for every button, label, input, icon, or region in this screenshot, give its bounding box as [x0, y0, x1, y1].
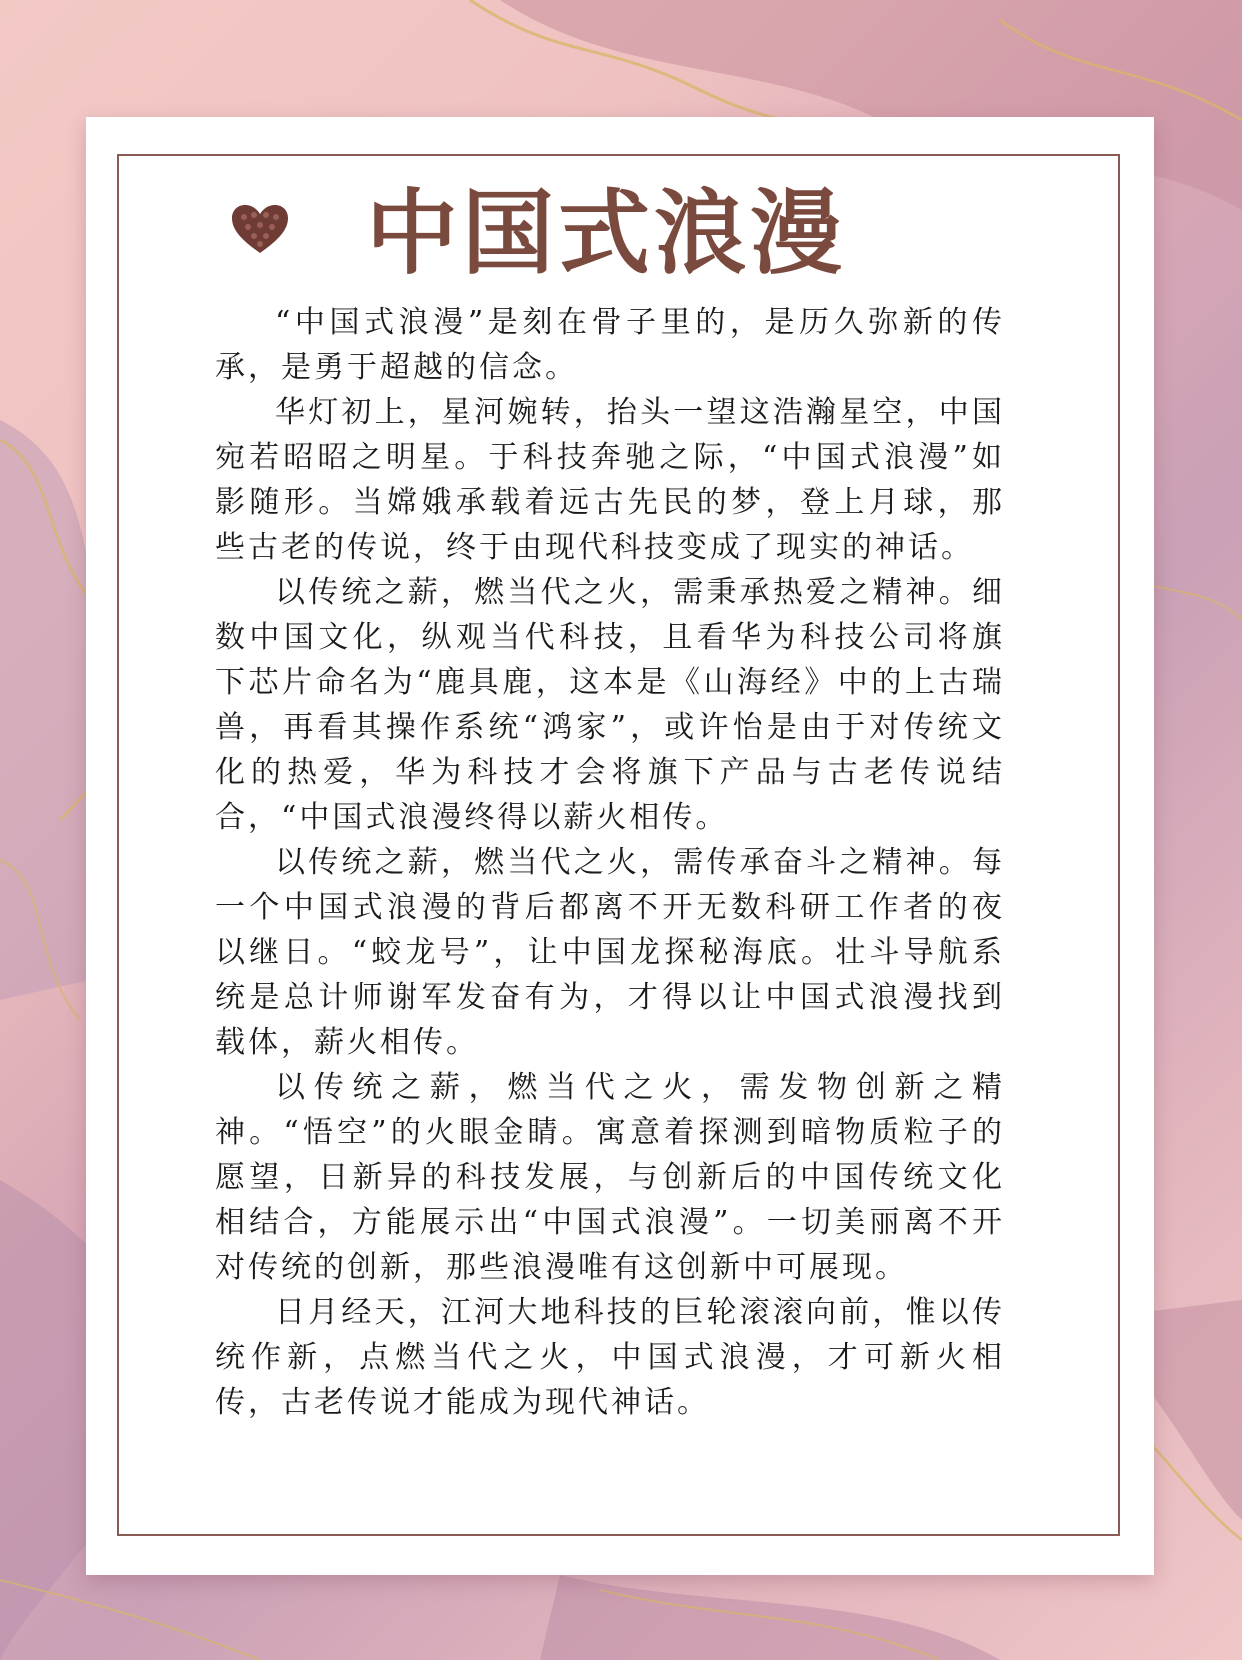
paragraph: 以传统之薪，燃当代之火，需发物创新之精神。“悟空”的火眼金睛。寓意着探测到暗物质粒子的愿望，日新异的科技发展，与创新后的中国传统文化相结合，方能展示出“中国式浪漫”。一切美丽离不开对传统的创新，那些浪漫唯有这创新中可展现。 [215, 1070, 1005, 1285]
article-card [86, 117, 1154, 1575]
paragraph: 日月经天，江河大地科技的巨轮滚滚向前，惟以传统作新，点燃当代之火，中国式浪漫，才可新火相传，古老传说才能成为现代神话。 [215, 1295, 1005, 1420]
heart-icon [230, 203, 290, 255]
paragraph: 以传统之薪，燃当代之火，需传承奋斗之精神。每一个中国式浪漫的背后都离不开无数科研工作者的夜以继日。“蛟龙号”，让中国龙探秘海底。壮斗导航系统是总计师谢军发奋有为，才得以让中国式浪漫找到载体，薪火相传。 [215, 845, 1005, 1060]
paragraph: “中国式浪漫”是刻在骨子里的，是历久弥新的传承，是勇于超越的信念。 [215, 305, 1005, 385]
paragraph: 以传统之薪，燃当代之火，需秉承热爱之精神。细数中国文化，纵观当代科技，且看华为科技公司将旗下芯片命名为“鹿具鹿，这本是《山海经》中的上古瑞兽，再看其操作系统“鸿家”，或许怡是由于对传统文化的热爱，华为科技才会将旗下产品与古老传说结合，“中国式浪漫终得以薪火相传。 [215, 575, 1005, 835]
page-title: 中国式浪漫 [366, 180, 847, 287]
paragraph: 华灯初上，星河婉转，抬头一望这浩瀚星空，中国宛若昭昭之明星。于科技奔驰之际，“中国式浪漫”如影随形。当嫦娥承载着远古先民的梦，登上月球，那些古老的传说，终于由现代科技变成了现实的神话。 [215, 395, 1005, 565]
article-body [215, 300, 1005, 1425]
